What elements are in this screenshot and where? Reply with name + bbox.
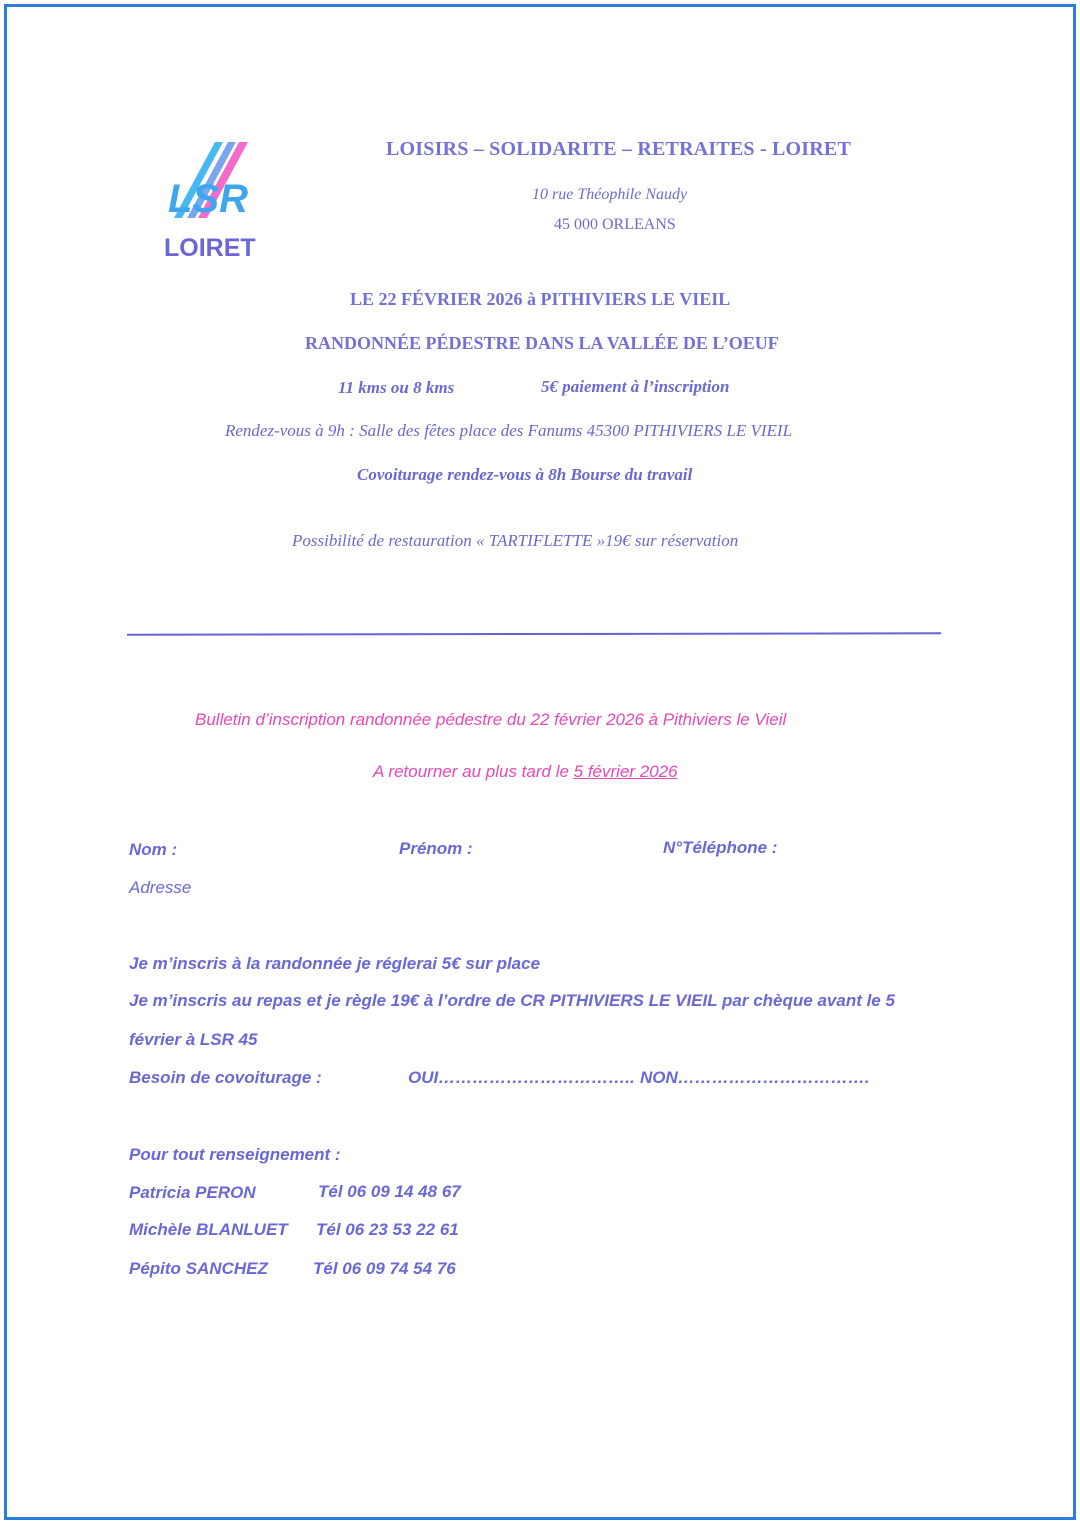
return-date: 5 février 2026	[573, 762, 678, 781]
event-distances: 11 kms ou 8 kms	[338, 378, 455, 397]
event-carpool: Covoiturage rendez-vous à 8h Bourse du travail	[357, 465, 693, 484]
address-line-2: 45 000 ORLEANS	[554, 216, 676, 233]
meal-registration-line-1: Je m’inscris au repas et je règle 19€ à l’ordre de CR PITHIVIERS LE VIEIL par chèque avant le 5	[129, 991, 895, 1010]
contact-name: Patricia PERON	[129, 1183, 256, 1202]
contact-phone: Tél 06 09 14 48 67	[318, 1182, 461, 1201]
contact-phone: Tél 06 09 74 54 76	[313, 1259, 456, 1278]
carpool-no-option: NON…………………………….	[640, 1068, 870, 1087]
carpool-yes-option: OUI……………………………..	[408, 1068, 635, 1087]
return-prefix: A retourner au plus tard le	[373, 762, 574, 781]
carpool-need-label: Besoin de covoiturage :	[129, 1068, 322, 1087]
event-date-place: LE 22 FÉVRIER 2026 à PITHIVIERS LE VIEIL	[350, 289, 731, 309]
logo-letters: LSR	[168, 177, 248, 221]
event-meal: Possibilité de restauration « TARTIFLETTE »19€ sur réservation	[292, 531, 739, 550]
logo-subtitle: LOIRET	[164, 234, 256, 262]
address-line-1: 10 rue Théophile Naudy	[532, 186, 688, 203]
event-meeting: Rendez-vous à 9h : Salle des fêtes place des Fanums 45300 PITHIVIERS LE VIEIL	[225, 421, 793, 440]
telephone-field-label: N°Téléphone :	[663, 838, 778, 857]
event-title: RANDONNÉE PÉDESTRE DANS LA VALLÉE DE L’OEUF	[305, 333, 779, 353]
nom-field-label: Nom :	[129, 840, 178, 859]
meal-registration-line-2: février à LSR 45	[129, 1030, 258, 1049]
contact-name: Michèle BLANLUET	[129, 1220, 288, 1239]
lsr-logo	[160, 140, 260, 265]
prenom-field-label: Prénom :	[399, 839, 473, 858]
form-title: Bulletin d’inscription randonnée pédestre du 22 février 2026 à Pithiviers le Vieil	[195, 710, 787, 729]
form-return-deadline	[373, 762, 678, 782]
contact-phone: Tél 06 23 53 22 61	[316, 1220, 459, 1239]
adresse-field-label: Adresse	[129, 878, 192, 897]
hike-registration-line: Je m’inscris à la randonnée je réglerai 5€ sur place	[129, 954, 541, 973]
contacts-title: Pour tout renseignement :	[129, 1145, 341, 1164]
org-name: LOISIRS – SOLIDARITE – RETRAITES - LOIRET	[386, 138, 852, 160]
contact-name: Pépito SANCHEZ	[129, 1259, 268, 1278]
event-fee: 5€ paiement à l’inscription	[541, 377, 730, 396]
lsr-logo-graphic	[160, 140, 260, 265]
